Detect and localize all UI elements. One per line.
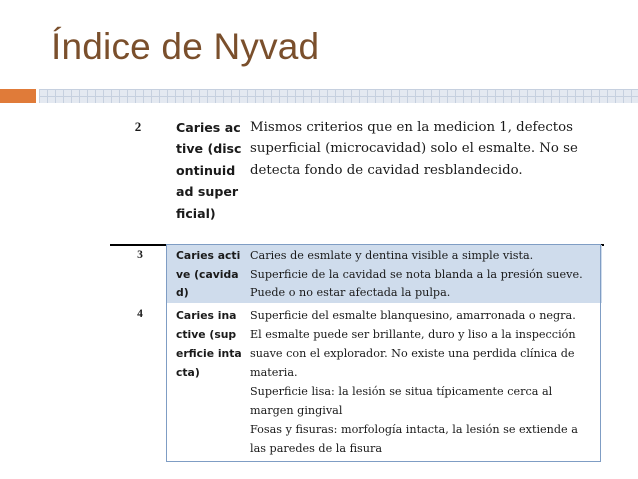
- slide-title: Índice de Nyvad: [51, 26, 320, 67]
- row-4-description-line: Fosas y fisuras: morfología intacta, la lesión se extiende a: [250, 423, 578, 436]
- row-4-description: [250, 306, 600, 458]
- header-accent-bar: [0, 89, 36, 103]
- row-4-description-line: las paredes de la fisura: [250, 442, 382, 455]
- row-2-description: Mismos criterios que en la medicion 1, defectos superficial (microcavidad) solo el esmalte. No se detecta fondo de cavidad resblandecido.: [250, 120, 578, 178]
- header-grid-band: [39, 89, 638, 103]
- row-3-description-line: Caries de esmlate y dentina visible a simple vista.: [250, 249, 534, 262]
- row-2-score: 2: [134, 119, 142, 134]
- row-4-description-line: Superficie del esmalte blanquesino, amarronada o negra.: [250, 309, 576, 322]
- row-3-category: Caries active (cavidad): [176, 249, 241, 299]
- row-4-description-line: Superficie lisa: la lesión se situa típicamente cerca al: [250, 385, 553, 398]
- row-3-description-line: Puede o no estar afectada la pulpa.: [250, 286, 451, 299]
- row-4-description-line: materia.: [250, 366, 298, 379]
- row-4-description-line: El esmalte puede ser brillante, duro y liso a la inspección: [250, 328, 576, 341]
- row-3-description: [250, 247, 602, 303]
- row-4-description-line: suave con el explorador. No existe una perdida clínica de: [250, 347, 575, 360]
- row-3-score: 3: [137, 249, 143, 261]
- row-4-description-line: margen gingival: [250, 404, 343, 417]
- row-4-score: 4: [137, 308, 143, 320]
- row-4-category: Caries inactive (superficie intacta): [176, 309, 242, 379]
- row-3-description-line: Superficie de la cavidad se nota blanda a la presión sueve.: [250, 267, 583, 281]
- row-2-category: Caries active (discontinuidad superficial): [176, 120, 242, 221]
